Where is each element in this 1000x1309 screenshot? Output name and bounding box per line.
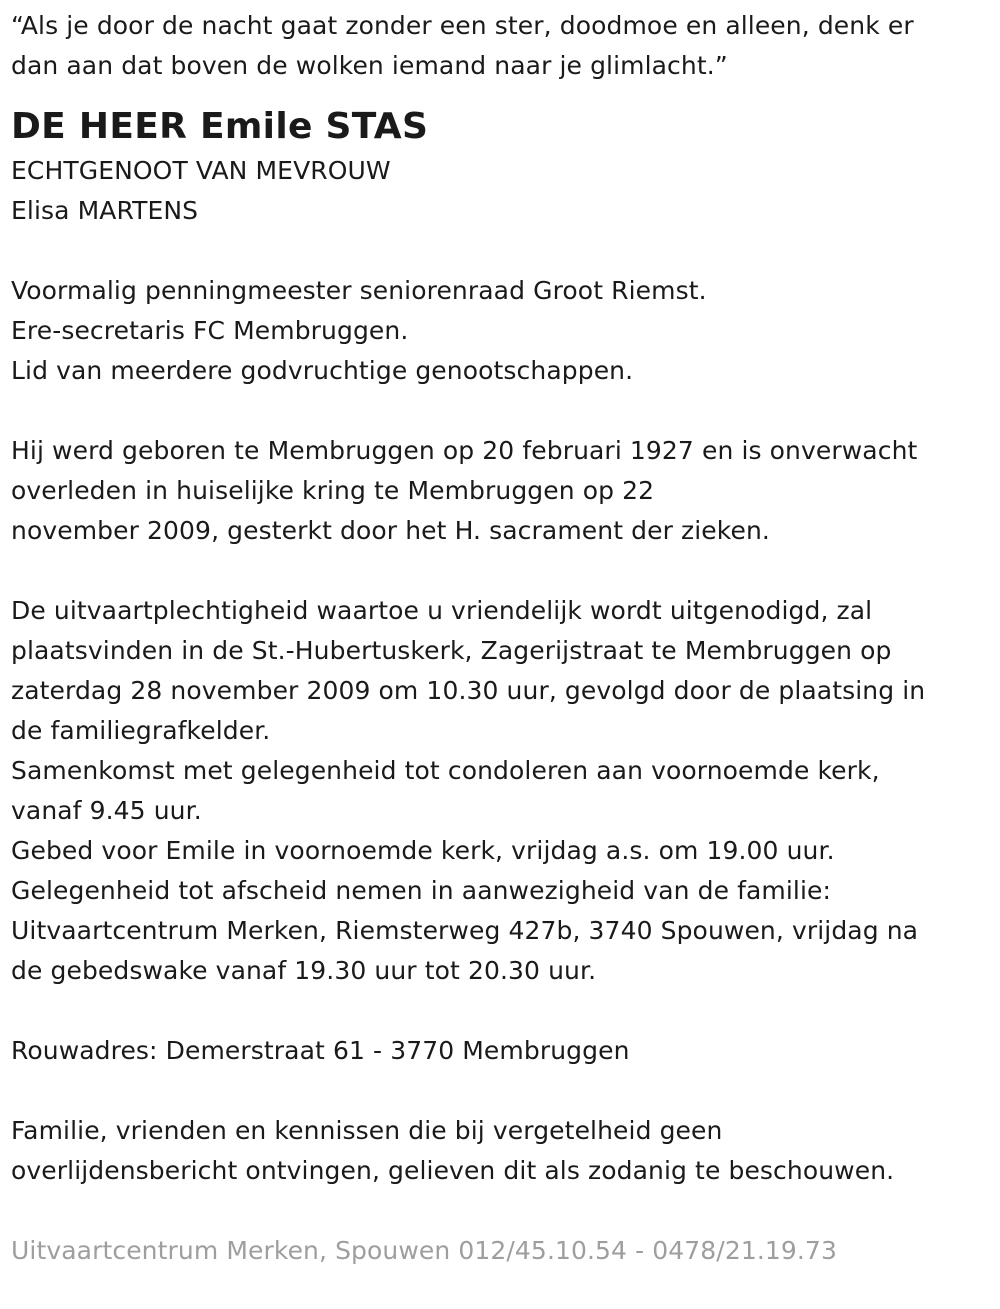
spacer — [11, 1191, 986, 1231]
spouse-block — [11, 151, 986, 231]
spacer — [11, 1071, 986, 1111]
function-line: Ere-secretaris FC Membruggen. — [11, 316, 409, 345]
ceremony-line: De uitvaartplechtigheid waartoe u vriendelijk wordt uitgenodigd, zal — [11, 596, 873, 625]
life-line: november 2009, gesterkt door het H. sacrament der zieken. — [11, 516, 770, 545]
ceremony-line: vanaf 9.45 uur. — [11, 796, 202, 825]
notice-line: overlijdensbericht ontvingen, gelieven dit als zodanig te beschouwen. — [11, 1156, 895, 1185]
opening-quote — [11, 6, 986, 86]
life-block — [11, 431, 986, 551]
spacer — [11, 991, 986, 1031]
ceremony-line: Gebed voor Emile in voornoemde kerk, vrijdag a.s. om 19.00 uur. — [11, 836, 835, 865]
functions-block — [11, 271, 986, 391]
function-line: Voormalig penningmeester seniorenraad Groot Riemst. — [11, 276, 707, 305]
obituary-notice — [11, 0, 986, 1271]
spacer — [11, 551, 986, 591]
ceremony-line: Gelegenheid tot afscheid nemen in aanwezigheid van de familie: — [11, 876, 832, 905]
life-line: Hij werd geboren te Membruggen op 20 februari 1927 en is onverwacht — [11, 436, 918, 465]
spacer — [11, 231, 986, 271]
spouse-label: ECHTGENOOT VAN MEVROUW — [11, 156, 391, 185]
ceremony-line: zaterdag 28 november 2009 om 10.30 uur, gevolgd door de plaatsing in — [11, 676, 926, 705]
ceremony-line: de gebedswake vanaf 19.30 uur tot 20.30 uur. — [11, 956, 597, 985]
ceremony-line: Samenkomst met gelegenheid tot condoleren aan voornoemde kerk, — [11, 756, 880, 785]
funeral-home-footer: Uitvaartcentrum Merken, Spouwen 012/45.10.54 - 0478/21.19.73 — [11, 1236, 837, 1265]
deceased-name: DE HEER Emile STAS — [11, 106, 429, 147]
quote-line: dan aan dat boven de wolken iemand naar je glimlacht.” — [11, 51, 728, 80]
function-line: Lid van meerdere godvruchtige genootschappen. — [11, 356, 634, 385]
ceremony-block — [11, 591, 986, 991]
ceremony-line: Uitvaartcentrum Merken, Riemsterweg 427b, 3740 Spouwen, vrijdag na — [11, 916, 919, 945]
spacer — [11, 391, 986, 431]
quote-line: “Als je door de nacht gaat zonder een ster, doodmoe en alleen, denk er — [11, 11, 914, 40]
ceremony-line: plaatsvinden in de St.-Hubertuskerk, Zagerijstraat te Membruggen op — [11, 636, 892, 665]
life-line: overleden in huiselijke kring te Membruggen op 22 — [11, 476, 655, 505]
notice-line: Familie, vrienden en kennissen die bij vergetelheid geen — [11, 1116, 723, 1145]
spouse-name: Elisa MARTENS — [11, 196, 199, 225]
ceremony-line: de familiegrafkelder. — [11, 716, 271, 745]
notice-block — [11, 1111, 986, 1191]
mourning-address: Rouwadres: Demerstraat 61 - 3770 Membruggen — [11, 1036, 630, 1065]
